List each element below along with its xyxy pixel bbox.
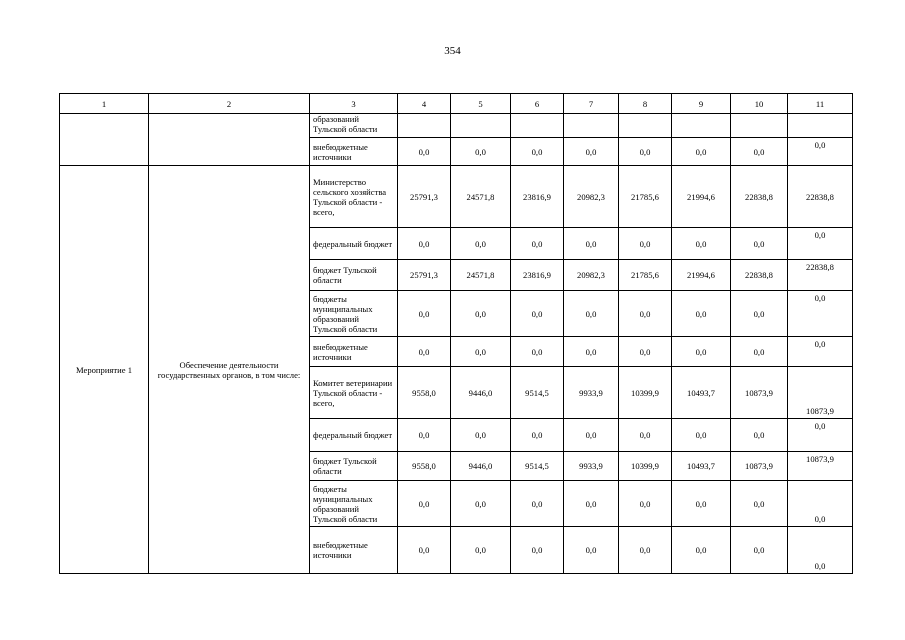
- source-cell: внебюджетные источники: [310, 138, 398, 166]
- source-cell: образований Тульской области: [310, 114, 398, 138]
- value-cell: 0,0: [731, 138, 788, 166]
- value-cell: 0,0: [672, 228, 731, 260]
- value-cell: 0,0: [731, 419, 788, 452]
- value-cell: 10873,9: [788, 367, 853, 419]
- value-cell: 0,0: [672, 419, 731, 452]
- value-cell: 20982,3: [564, 166, 619, 228]
- column-header: 8: [619, 94, 672, 114]
- value-cell: 0,0: [731, 228, 788, 260]
- value-cell: 0,0: [619, 228, 672, 260]
- value-cell: 9446,0: [451, 367, 511, 419]
- column-header: 1: [60, 94, 149, 114]
- value-cell: [398, 114, 451, 138]
- value-cell: 0,0: [511, 481, 564, 527]
- column-header: 6: [511, 94, 564, 114]
- value-cell: 0,0: [564, 481, 619, 527]
- value-cell: 10873,9: [788, 452, 853, 481]
- value-cell: [619, 114, 672, 138]
- value-cell: 0,0: [398, 228, 451, 260]
- source-cell: внебюджетные источники: [310, 527, 398, 574]
- empty-cell: [149, 114, 310, 166]
- value-cell: 0,0: [731, 291, 788, 337]
- value-cell: 0,0: [731, 337, 788, 367]
- value-cell: 23816,9: [511, 260, 564, 291]
- value-cell: 25791,3: [398, 166, 451, 228]
- value-cell: 0,0: [619, 138, 672, 166]
- value-cell: 9446,0: [451, 452, 511, 481]
- value-cell: 21785,6: [619, 166, 672, 228]
- value-cell: [451, 114, 511, 138]
- value-cell: 0,0: [788, 291, 853, 337]
- page-number: 354: [444, 45, 461, 57]
- value-cell: 0,0: [451, 419, 511, 452]
- source-cell: бюджеты муниципальных образований Тульской области: [310, 291, 398, 337]
- value-cell: 0,0: [564, 138, 619, 166]
- value-cell: 0,0: [564, 228, 619, 260]
- column-header: 10: [731, 94, 788, 114]
- value-cell: 0,0: [788, 419, 853, 452]
- value-cell: 9558,0: [398, 367, 451, 419]
- source-cell: Министерство сельского хозяйства Тульской области - всего,: [310, 166, 398, 228]
- value-cell: 0,0: [619, 291, 672, 337]
- value-cell: 0,0: [398, 481, 451, 527]
- value-cell: 0,0: [788, 527, 853, 574]
- value-cell: 0,0: [451, 337, 511, 367]
- value-cell: 0,0: [731, 481, 788, 527]
- column-header: 5: [451, 94, 511, 114]
- event-label: Мероприятие 1: [60, 166, 149, 574]
- value-cell: 0,0: [672, 481, 731, 527]
- value-cell: 0,0: [788, 337, 853, 367]
- source-cell: бюджет Тульской области: [310, 260, 398, 291]
- header-row: [60, 94, 853, 114]
- column-header: 2: [149, 94, 310, 114]
- value-cell: 23816,9: [511, 166, 564, 228]
- source-cell: федеральный бюджет: [310, 228, 398, 260]
- value-cell: 0,0: [398, 337, 451, 367]
- value-cell: 21994,6: [672, 260, 731, 291]
- value-cell: 0,0: [398, 138, 451, 166]
- column-header: 7: [564, 94, 619, 114]
- value-cell: 0,0: [451, 527, 511, 574]
- value-cell: 9514,5: [511, 367, 564, 419]
- column-header: 11: [788, 94, 853, 114]
- event-description: Обеспечение деятельности государственных органов, в том числе:: [149, 166, 310, 574]
- value-cell: 21785,6: [619, 260, 672, 291]
- value-cell: 0,0: [672, 291, 731, 337]
- value-cell: 0,0: [451, 228, 511, 260]
- value-cell: 0,0: [788, 138, 853, 166]
- value-cell: 0,0: [672, 138, 731, 166]
- source-cell: бюджеты муниципальных образований Тульской области: [310, 481, 398, 527]
- column-header: 9: [672, 94, 731, 114]
- value-cell: 9514,5: [511, 452, 564, 481]
- value-cell: 0,0: [451, 138, 511, 166]
- value-cell: 0,0: [511, 527, 564, 574]
- value-cell: [788, 114, 853, 138]
- value-cell: 0,0: [672, 337, 731, 367]
- value-cell: 10493,7: [672, 452, 731, 481]
- source-cell: Комитет ветеринарии Тульской области - всего,: [310, 367, 398, 419]
- value-cell: 0,0: [619, 337, 672, 367]
- source-cell: бюджет Тульской области: [310, 452, 398, 481]
- table-row: [60, 166, 853, 228]
- value-cell: 0,0: [511, 138, 564, 166]
- value-cell: 25791,3: [398, 260, 451, 291]
- value-cell: 0,0: [564, 527, 619, 574]
- value-cell: 0,0: [731, 527, 788, 574]
- value-cell: 10493,7: [672, 367, 731, 419]
- value-cell: 9558,0: [398, 452, 451, 481]
- value-cell: 24571,8: [451, 166, 511, 228]
- value-cell: 22838,8: [788, 260, 853, 291]
- value-cell: 22838,8: [788, 166, 853, 228]
- value-cell: 0,0: [672, 527, 731, 574]
- column-header: 4: [398, 94, 451, 114]
- value-cell: 0,0: [398, 291, 451, 337]
- value-cell: [564, 114, 619, 138]
- value-cell: 0,0: [511, 419, 564, 452]
- empty-cell: [60, 114, 149, 166]
- value-cell: 10399,9: [619, 367, 672, 419]
- value-cell: 20982,3: [564, 260, 619, 291]
- value-cell: 22838,8: [731, 166, 788, 228]
- value-cell: 21994,6: [672, 166, 731, 228]
- value-cell: 0,0: [398, 527, 451, 574]
- value-cell: 0,0: [511, 228, 564, 260]
- budget-table: [59, 93, 853, 574]
- value-cell: [672, 114, 731, 138]
- value-cell: 0,0: [619, 481, 672, 527]
- value-cell: 0,0: [564, 291, 619, 337]
- value-cell: 22838,8: [731, 260, 788, 291]
- value-cell: 9933,9: [564, 452, 619, 481]
- value-cell: 0,0: [788, 228, 853, 260]
- value-cell: [731, 114, 788, 138]
- value-cell: 10873,9: [731, 367, 788, 419]
- source-cell: внебюджетные источники: [310, 337, 398, 367]
- value-cell: 0,0: [619, 527, 672, 574]
- table-row: [60, 114, 853, 138]
- value-cell: 24571,8: [451, 260, 511, 291]
- value-cell: 0,0: [619, 419, 672, 452]
- value-cell: 0,0: [564, 337, 619, 367]
- value-cell: 10399,9: [619, 452, 672, 481]
- source-cell: федеральный бюджет: [310, 419, 398, 452]
- value-cell: 0,0: [451, 291, 511, 337]
- value-cell: 9933,9: [564, 367, 619, 419]
- column-header: 3: [310, 94, 398, 114]
- value-cell: 0,0: [511, 337, 564, 367]
- value-cell: 0,0: [398, 419, 451, 452]
- value-cell: 10873,9: [731, 452, 788, 481]
- value-cell: 0,0: [511, 291, 564, 337]
- value-cell: 0,0: [451, 481, 511, 527]
- value-cell: [511, 114, 564, 138]
- value-cell: 0,0: [788, 481, 853, 527]
- value-cell: 0,0: [564, 419, 619, 452]
